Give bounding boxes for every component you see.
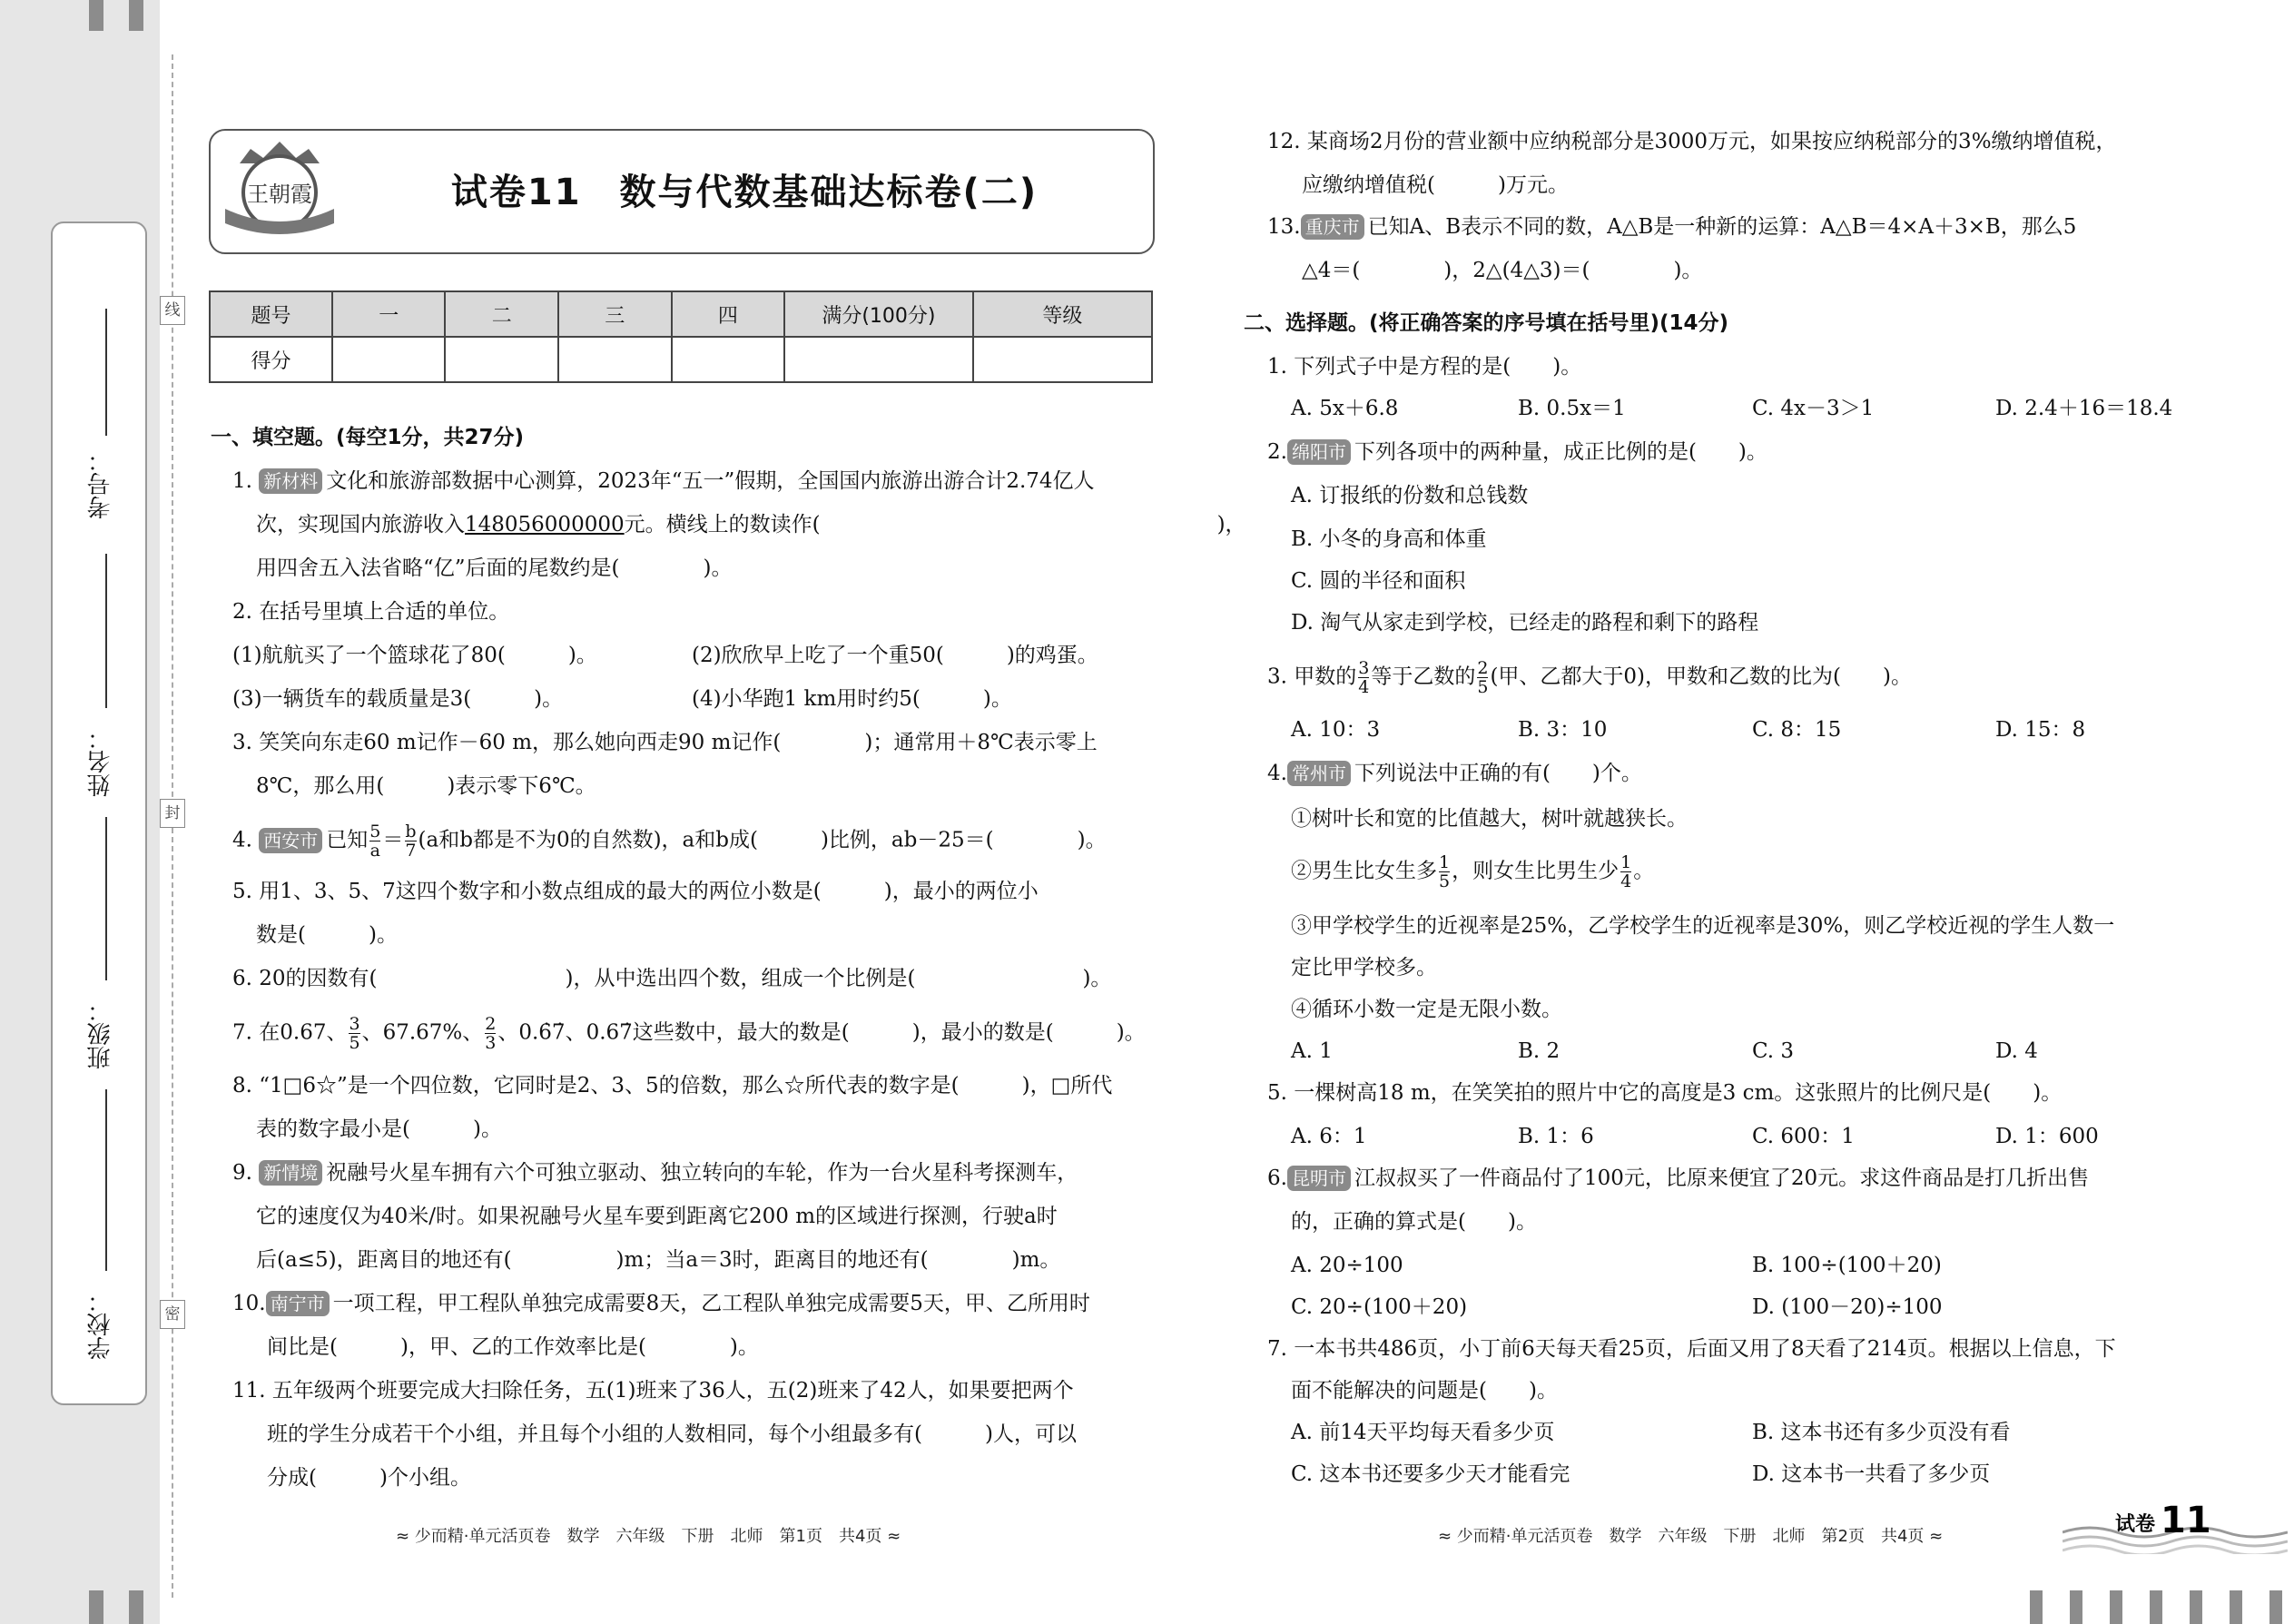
question-13-line2: △4＝( )，2△(4△3)＝( )。	[1302, 259, 1703, 282]
score-input-cell[interactable]	[784, 337, 973, 382]
table-header-cell: 四	[672, 291, 785, 337]
cut-mark: 封	[160, 799, 185, 828]
option[interactable]: D. 4	[1995, 1039, 2038, 1063]
binding-tick	[129, 0, 143, 31]
question-12: 12. 某商场2月份的营业额中应纳税部分是3000万元，如果按应纳税部分的3%缴纳增值税，	[1267, 130, 2117, 153]
question-3: 3. 笑笑向东走60 m记作－60 m，那么她向西走90 m记作( )；通常用＋8℃表示零上	[232, 731, 1098, 754]
question-9: 9. 新情境 祝融号火星车拥有六个可独立驱动、独立转向的车轮，作为一台火星科考探测车，	[232, 1161, 1078, 1185]
class-line	[105, 817, 107, 980]
option[interactable]: A. 前14天平均每天看多少页	[1291, 1421, 1555, 1444]
score-input-cell[interactable]	[445, 337, 558, 382]
student-info-box	[51, 221, 147, 1405]
option[interactable]: C. 圆的半径和面积	[1291, 569, 1466, 593]
table-header-cell: 一	[332, 291, 446, 337]
name-line	[105, 554, 107, 708]
binding-tick	[2150, 1590, 2162, 1624]
question-11: 11. 五年级两个班要完成大扫除任务，五(1)班来了36人，五(2)班来了42人，如果要把两个	[232, 1379, 1074, 1403]
tag-badge: 西安市	[259, 828, 322, 853]
question-2: 2. 在括号里填上合适的单位。	[232, 600, 510, 624]
fraction: $\frac{1}{4}$	[1620, 852, 1632, 891]
option[interactable]: B. 100÷(100＋20)	[1752, 1254, 1942, 1277]
page-footer-right: ≈ 少而精·单元活页卷 数学 六年级 下册 北师 第2页 共4页 ≈	[1438, 1527, 1944, 1546]
question-5: 5. 用1、3、5、7这四个数字和小数点组成的最大的两位小数是( )，最小的两位小	[232, 880, 1039, 903]
section-heading: 一、填空题。(每空1分，共27分)	[211, 426, 525, 449]
option[interactable]: D. 1：600	[1995, 1125, 2099, 1148]
option[interactable]: A. 20÷100	[1291, 1254, 1403, 1277]
binding-tick	[89, 0, 103, 31]
question-1-line3: 用四舍五入法省略“亿”后面的尾数约是( )。	[256, 556, 733, 580]
exam-no-line	[105, 309, 107, 436]
option[interactable]: B. 这本书还有多少页没有看	[1752, 1421, 2011, 1444]
fraction: $\frac{1}{5}$	[1439, 852, 1451, 891]
option[interactable]: B. 1：6	[1518, 1125, 1594, 1148]
tag-badge: 常州市	[1287, 761, 1351, 786]
option[interactable]: D. 淘气从家走到学校，已经走的路程和剩下的路程	[1291, 611, 1759, 635]
option[interactable]: D. 这本书一共看了多少页	[1752, 1462, 1991, 1486]
fraction: $\frac{3}{4}$	[1358, 658, 1370, 697]
option[interactable]: B. 0.5x＝1	[1518, 397, 1626, 420]
tag-badge: 新情境	[259, 1160, 322, 1186]
option[interactable]: C. 这本书还要多少天才能看完	[1291, 1462, 1570, 1486]
section-heading: 二、选择题。(将正确答案的序号填在括号里)(14分)	[1244, 311, 1729, 335]
table-header-cell: 等级	[973, 291, 1152, 337]
binding-tick	[2110, 1590, 2122, 1624]
question-11-line2: 班的学生分成若干个小组，并且每个小组的人数相同，每个小组最多有( )人，可以	[267, 1422, 1077, 1446]
question-12-line2: 应缴纳增值税( )万元。	[1302, 173, 1569, 197]
choice-5: 5. 一棵树高18 m，在笑笑拍的照片中它的高度是3 cm。这张照片的比例尺是( )。	[1267, 1081, 2063, 1105]
table-cell: 得分	[210, 337, 332, 382]
table-header-cell: 二	[445, 291, 558, 337]
table-header-cell: 题号	[210, 291, 332, 337]
paper-number-badge	[2063, 1498, 2288, 1554]
question-10: 10. 南宁市 一项工程，甲工程队单独完成需要8天，乙工程队单独完成需要5天，甲、乙所用时	[232, 1292, 1090, 1315]
page-title: 试卷11 数与代数基础达标卷(二)	[450, 172, 1039, 213]
question-8-line2: 表的数字最小是( )。	[256, 1117, 502, 1141]
cut-mark: 密	[160, 1300, 185, 1329]
fraction: $\frac{3}{5}$	[349, 1014, 360, 1053]
score-input-cell[interactable]	[973, 337, 1152, 382]
choice-6-line2: 的，正确的算式是( )。	[1291, 1210, 1537, 1234]
option[interactable]: A. 10：3	[1291, 718, 1381, 742]
table-header-cell: 满分(100分)	[784, 291, 973, 337]
question-3-line2: 8℃，那么用( )表示零下6℃。	[256, 774, 596, 798]
question-8: 8. “1□6☆”是一个四位数，它同时是2、3、5的倍数，那么☆所代表的数字是( )，□所代	[232, 1074, 1113, 1097]
question-9-line2: 它的速度仅为40米/时。如果祝融号火星车要到距离它200 m的区域进行探测，行驶a时	[256, 1205, 1058, 1228]
option[interactable]: B. 3：10	[1518, 718, 1608, 742]
option[interactable]: C. 8：15	[1752, 718, 1842, 742]
binding-tick	[2230, 1590, 2242, 1624]
binding-tick	[2269, 1590, 2282, 1624]
choice-3: 3. 甲数的 $\frac{3}{4}$ 等于乙数的 $\frac{2}{5}$ (甲、乙都大于0)，甲数和乙数的比为( )。	[1267, 658, 1912, 697]
tag-badge: 重庆市	[1301, 214, 1364, 240]
choice-7: 7. 一本书共486页，小丁前6天每天看25页，后面又用了8天看了214页。根据以上信息，下	[1267, 1337, 2116, 1361]
option[interactable]: A. 1	[1291, 1039, 1333, 1063]
binding-tick	[129, 1590, 143, 1624]
score-table	[209, 290, 1153, 383]
question-2-4: (4)小华跑1 km用时约5( )。	[692, 687, 1012, 711]
option[interactable]: B. 2	[1518, 1039, 1561, 1063]
question-2-3: (3)一辆货车的载质量是3( )。	[232, 687, 564, 711]
tag-badge: 绵阳市	[1287, 439, 1351, 465]
tag-badge: 南宁市	[266, 1291, 330, 1316]
choice-1: 1. 下列式子中是方程的是( )。	[1267, 355, 1582, 379]
question-4: 4. 西安市 已知 $\frac{5}{a}$ ＝ $\frac{b}{7}$ (a和b都是不为0的自然数)，a和b成( )比例，ab－25＝( )。	[232, 822, 1107, 861]
fraction: $\frac{2}{3}$	[485, 1014, 497, 1053]
statement: ①树叶长和宽的比值越大，树叶就越狭长。	[1291, 807, 1688, 831]
option[interactable]: C. 20÷(100＋20)	[1291, 1295, 1468, 1319]
choice-4: 4. 常州市 下列说法中正确的有( )个。	[1267, 762, 1642, 785]
statement-line2: 定比甲学校多。	[1291, 956, 1437, 979]
choice-2: 2. 绵阳市 下列各项中的两种量，成正比例的是( )。	[1267, 440, 1767, 464]
statement: ④循环小数一定是无限小数。	[1291, 998, 1562, 1021]
school-line	[105, 1089, 107, 1271]
badge-number: 11	[2161, 1500, 2211, 1541]
exam-no-label: 考号：	[87, 448, 114, 519]
option[interactable]: C. 600：1	[1752, 1125, 1855, 1148]
badge-label: 试卷	[2115, 1513, 2156, 1536]
binding-tick	[2070, 1590, 2082, 1624]
question-2-1: (1)航航买了一个篮球花了80( )。	[232, 644, 597, 667]
logo-text: 王朝霞	[247, 182, 312, 207]
statement: ②男生比女生多 $\frac{1}{5}$ ，则女生比男生少 $\frac{1}{4}$ 。	[1291, 852, 1655, 891]
name-label: 姓名：	[87, 726, 114, 797]
tag-badge: 新材料	[259, 468, 322, 494]
question-10-line2: 间比是( )，甲、乙的工作效率比是( )。	[267, 1335, 759, 1359]
question-13: 13. 重庆市 已知A、B表示不同的数，A△B是一种新的运算：A△B＝4×A＋3×B，那么5	[1267, 215, 2077, 239]
option[interactable]: C. 4x－3＞1	[1752, 397, 1875, 420]
fraction: $\frac{2}{5}$	[1477, 658, 1489, 697]
school-label: 学校：	[87, 1289, 114, 1360]
question-2-2: (2)欣欣早上吃了一个重50( )的鸡蛋。	[692, 644, 1098, 667]
option[interactable]: A. 订报纸的份数和总钱数	[1291, 484, 1529, 507]
question-11-line3: 分成( )个小组。	[267, 1466, 471, 1490]
choice-7-line2: 面不能解决的问题是( )。	[1291, 1379, 1558, 1403]
question-9-line3: 后(a≤5)，距离目的地还有( )m；当a＝3时，距离目的地还有( )m。	[256, 1248, 1061, 1272]
option[interactable]: B. 小冬的身高和体重	[1291, 527, 1487, 551]
option[interactable]: A. 5x＋6.8	[1291, 397, 1399, 420]
statement: ③甲学校学生的近视率是25%，乙学校学生的近视率是30%，则乙学校近视的学生人数一	[1291, 914, 2115, 938]
publisher-logo	[223, 136, 336, 241]
question-1: 1. 新材料 文化和旅游部数据中心测算，2023年“五一”假期，全国国内旅游出游合计2.74亿人	[232, 469, 1095, 493]
binding-tick	[89, 1590, 103, 1624]
page-footer-left: ≈ 少而精·单元活页卷 数学 六年级 下册 北师 第1页 共4页 ≈	[396, 1527, 901, 1546]
score-input-cell[interactable]	[672, 337, 785, 382]
fraction: $\frac{5}{a}$	[369, 822, 381, 861]
option[interactable]: A. 6：1	[1291, 1125, 1367, 1148]
cut-mark: 线	[160, 296, 185, 325]
table-header-cell: 三	[558, 291, 672, 337]
binding-tick	[2190, 1590, 2202, 1624]
option[interactable]: C. 3	[1752, 1039, 1795, 1063]
choice-6: 6. 昆明市 江叔叔买了一件商品付了100元，比原来便宜了20元。求这件商品是打几折出售	[1267, 1166, 2090, 1190]
score-input-cell[interactable]	[558, 337, 672, 382]
question-1-line2: 次，实现国内旅游收入148056000000元。横线上的数读作( )，	[256, 513, 1246, 536]
question-7: 7. 在0.67、 $\frac{3}{5}$ 、67.67%、 $\frac{2}{3}$ 、0.6̇7̇、0.67̇这些数中，最大的数是( )，最小的数是( )。	[232, 1014, 1146, 1053]
option[interactable]: D. 15：8	[1995, 718, 2086, 742]
tag-badge: 昆明市	[1287, 1166, 1351, 1191]
fraction: $\frac{b}{7}$	[405, 822, 417, 861]
question-5-line2: 数是( )。	[256, 923, 398, 947]
question-6: 6. 20的因数有( )，从中选出四个数，组成一个比例是( )。	[232, 967, 1112, 990]
option[interactable]: D. 2.4＋16＝18.4	[1995, 397, 2173, 420]
score-input-cell[interactable]	[332, 337, 446, 382]
class-label: 班级：	[87, 999, 114, 1069]
option[interactable]: D. (100－20)÷100	[1752, 1295, 1943, 1319]
binding-tick	[2030, 1590, 2043, 1624]
